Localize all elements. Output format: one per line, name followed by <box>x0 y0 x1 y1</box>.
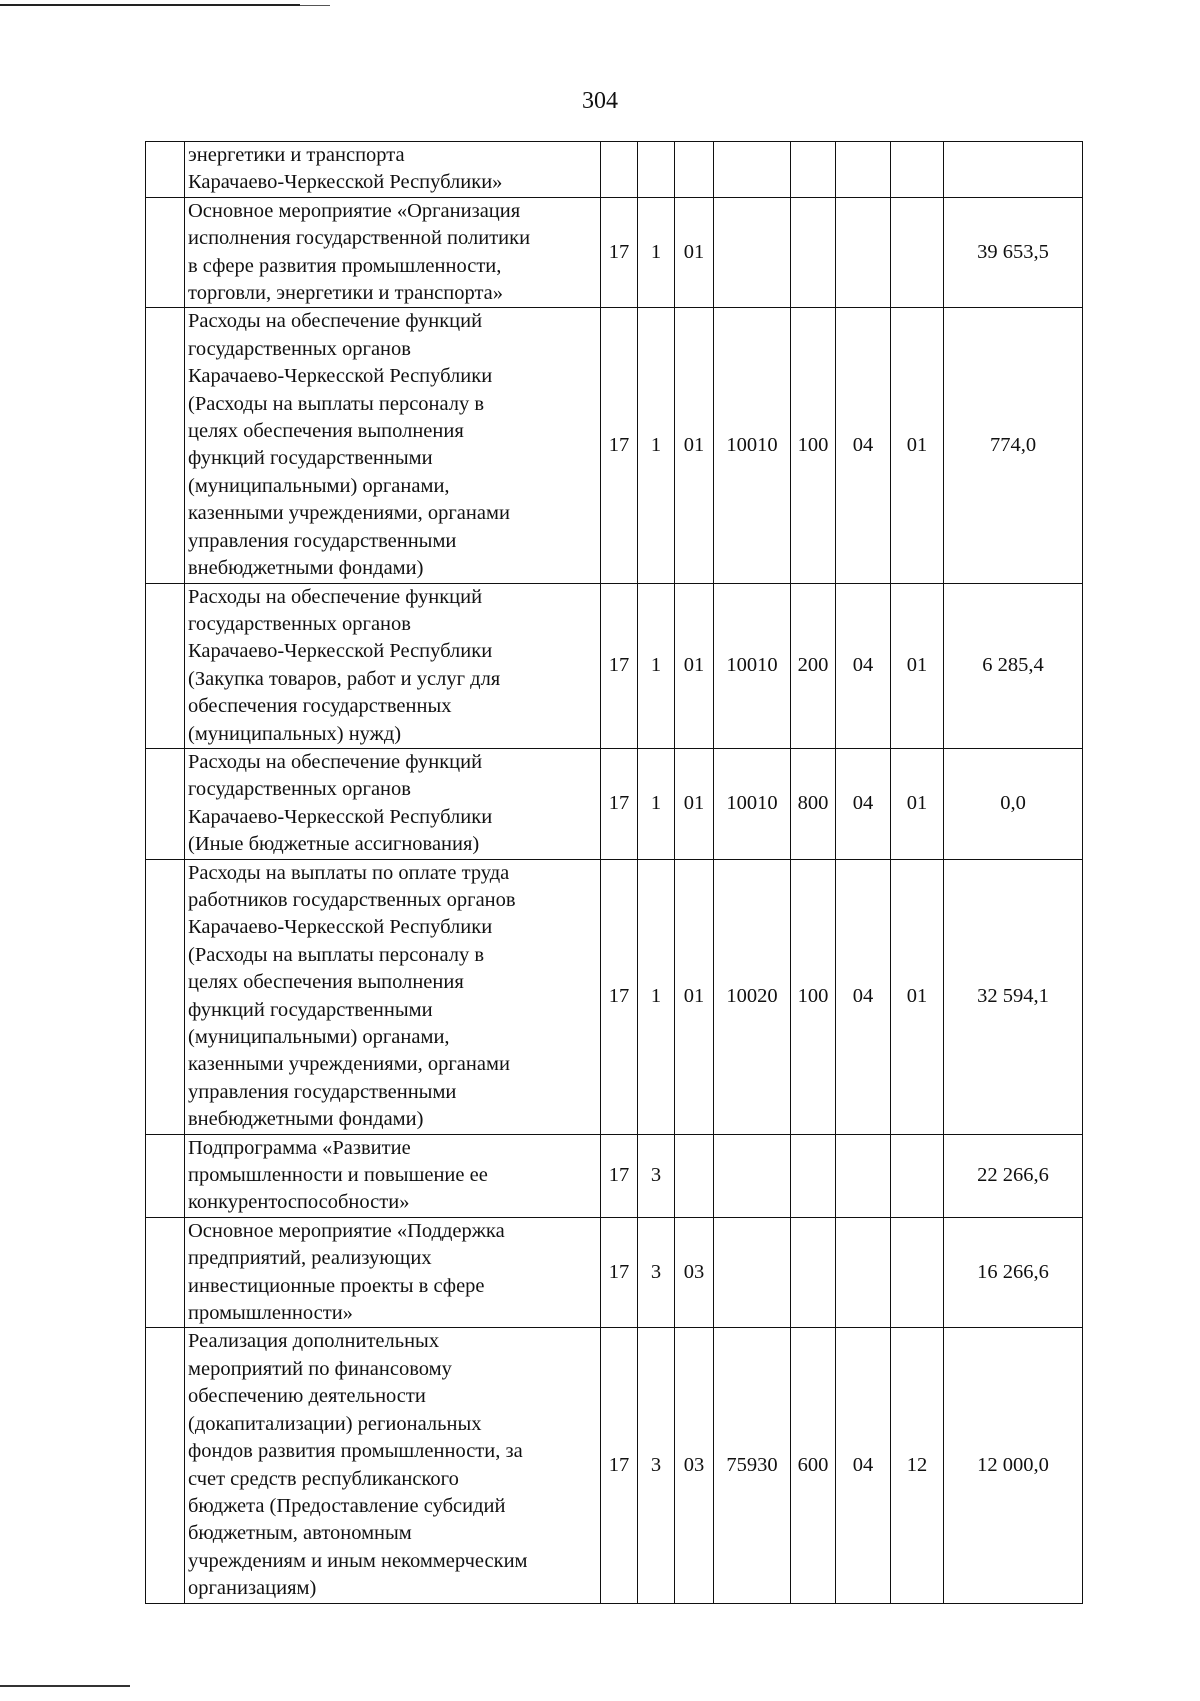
program-code-cell <box>601 142 638 198</box>
page-number: 304 <box>582 88 618 114</box>
expense-direction-code-cell: 10020 <box>714 859 791 1134</box>
section-code-cell: 04 <box>836 1328 891 1603</box>
section-code-cell <box>836 197 891 308</box>
main-activity-code-cell: 01 <box>675 308 714 583</box>
expense-direction-code-cell: 10010 <box>714 308 791 583</box>
section-code-cell <box>836 142 891 198</box>
expense-direction-code-cell <box>714 197 791 308</box>
expense-type-code-cell <box>791 1134 836 1217</box>
table-row <box>146 1328 1083 1603</box>
expense-type-code-cell: 100 <box>791 308 836 583</box>
program-code-cell: 17 <box>601 1134 638 1217</box>
subsection-code-cell <box>891 1217 944 1328</box>
main-activity-code-cell: 01 <box>675 859 714 1134</box>
table-row <box>146 197 1083 308</box>
expense-direction-code-cell: 75930 <box>714 1328 791 1603</box>
table-row <box>146 859 1083 1134</box>
row-index-cell <box>146 142 185 198</box>
amount-cell: 16 266,6 <box>944 1217 1083 1328</box>
expense-type-code-cell: 800 <box>791 748 836 859</box>
row-index-cell <box>146 197 185 308</box>
amount-cell: 12 000,0 <box>944 1328 1083 1603</box>
subsection-code-cell: 01 <box>891 583 944 748</box>
subprogram-code-cell: 3 <box>638 1134 675 1217</box>
section-code-cell: 04 <box>836 583 891 748</box>
scan-edge-line-bottom <box>0 1685 130 1687</box>
item-name-cell: Расходы на обеспечение функций государственных органов Карачаево-Черкесской Республики (Иные бюджетные ассигнования) <box>185 748 601 859</box>
subsection-code-cell: 01 <box>891 859 944 1134</box>
item-name-cell: Подпрограмма «Развитие промышленности и повышение ее конкурентоспособности» <box>185 1134 601 1217</box>
amount-cell: 22 266,6 <box>944 1134 1083 1217</box>
row-index-cell <box>146 1134 185 1217</box>
table-row <box>146 1134 1083 1217</box>
expense-type-code-cell: 100 <box>791 859 836 1134</box>
subprogram-code-cell: 1 <box>638 583 675 748</box>
expense-direction-code-cell <box>714 1134 791 1217</box>
main-activity-code-cell: 01 <box>675 748 714 859</box>
expense-type-code-cell: 600 <box>791 1328 836 1603</box>
expense-direction-code-cell: 10010 <box>714 748 791 859</box>
item-name-cell: Расходы на обеспечение функций государственных органов Карачаево-Черкесской Республики (Расходы на выплаты персоналу в целях обеспечения выполнения функций государственными (муниципальными) органами, казенными учреждениями, органами управления государственными внебюджетными фондами) <box>185 308 601 583</box>
subprogram-code-cell: 1 <box>638 748 675 859</box>
item-name-cell: Основное мероприятие «Организация исполнения государственной политики в сфере развития промышленности, торговли, энергетики и транспорта» <box>185 197 601 308</box>
expense-type-code-cell: 200 <box>791 583 836 748</box>
item-name-cell: Расходы на обеспечение функций государственных органов Карачаево-Черкесской Республики (Закупка товаров, работ и услуг для обеспечения государственных (муниципальных) нужд) <box>185 583 601 748</box>
subsection-code-cell <box>891 1134 944 1217</box>
subprogram-code-cell: 3 <box>638 1328 675 1603</box>
table-row <box>146 583 1083 748</box>
expense-direction-code-cell <box>714 1217 791 1328</box>
program-code-cell: 17 <box>601 1328 638 1603</box>
subprogram-code-cell: 1 <box>638 859 675 1134</box>
item-name-cell: Расходы на выплаты по оплате труда работников государственных органов Карачаево-Черкесской Республики (Расходы на выплаты персоналу в целях обеспечения выполнения функций государственными (муниципальными) органами, казенными учреждениями, органами управления государственными внебюджетными фондами) <box>185 859 601 1134</box>
subsection-code-cell <box>891 142 944 198</box>
program-code-cell: 17 <box>601 859 638 1134</box>
item-name-cell: Реализация дополнительных мероприятий по финансовому обеспечению деятельности (докапитализации) региональных фондов развития промышленности, за счет средств республиканского бюджета (Предоставление субсидий бюджетным, автономным учреждениям и иным некоммерческим организациям) <box>185 1328 601 1603</box>
row-index-cell <box>146 1217 185 1328</box>
main-activity-code-cell <box>675 142 714 198</box>
program-code-cell: 17 <box>601 748 638 859</box>
table-row <box>146 748 1083 859</box>
row-index-cell <box>146 308 185 583</box>
item-name-cell: энергетики и транспорта Карачаево-Черкесской Республики» <box>185 142 601 198</box>
program-code-cell: 17 <box>601 197 638 308</box>
amount-cell: 32 594,1 <box>944 859 1083 1134</box>
table-row <box>146 308 1083 583</box>
row-index-cell <box>146 748 185 859</box>
expense-direction-code-cell <box>714 142 791 198</box>
row-index-cell <box>146 1328 185 1603</box>
subprogram-code-cell <box>638 142 675 198</box>
program-code-cell: 17 <box>601 583 638 748</box>
table-row <box>146 1217 1083 1328</box>
subsection-code-cell <box>891 197 944 308</box>
subsection-code-cell: 12 <box>891 1328 944 1603</box>
section-code-cell: 04 <box>836 308 891 583</box>
main-activity-code-cell: 01 <box>675 583 714 748</box>
subprogram-code-cell: 1 <box>638 197 675 308</box>
amount-cell: 6 285,4 <box>944 583 1083 748</box>
item-name-cell: Основное мероприятие «Поддержка предприятий, реализующих инвестиционные проекты в сфере промышленности» <box>185 1217 601 1328</box>
amount-cell: 774,0 <box>944 308 1083 583</box>
subsection-code-cell: 01 <box>891 308 944 583</box>
row-index-cell <box>146 583 185 748</box>
budget-table-body <box>146 142 1083 1604</box>
section-code-cell: 04 <box>836 748 891 859</box>
main-activity-code-cell: 03 <box>675 1328 714 1603</box>
subprogram-code-cell: 3 <box>638 1217 675 1328</box>
program-code-cell: 17 <box>601 1217 638 1328</box>
amount-cell: 39 653,5 <box>944 197 1083 308</box>
section-code-cell <box>836 1217 891 1328</box>
amount-cell: 0,0 <box>944 748 1083 859</box>
scan-edge-line-top-short <box>300 5 330 6</box>
program-code-cell: 17 <box>601 308 638 583</box>
main-activity-code-cell: 03 <box>675 1217 714 1328</box>
expense-type-code-cell <box>791 1217 836 1328</box>
row-index-cell <box>146 859 185 1134</box>
expense-direction-code-cell: 10010 <box>714 583 791 748</box>
table-row <box>146 142 1083 198</box>
scan-edge-line-top <box>0 4 300 6</box>
amount-cell <box>944 142 1083 198</box>
expense-type-code-cell <box>791 197 836 308</box>
subprogram-code-cell: 1 <box>638 308 675 583</box>
main-activity-code-cell: 01 <box>675 197 714 308</box>
budget-table <box>145 141 1083 1604</box>
main-activity-code-cell <box>675 1134 714 1217</box>
section-code-cell <box>836 1134 891 1217</box>
subsection-code-cell: 01 <box>891 748 944 859</box>
section-code-cell: 04 <box>836 859 891 1134</box>
expense-type-code-cell <box>791 142 836 198</box>
